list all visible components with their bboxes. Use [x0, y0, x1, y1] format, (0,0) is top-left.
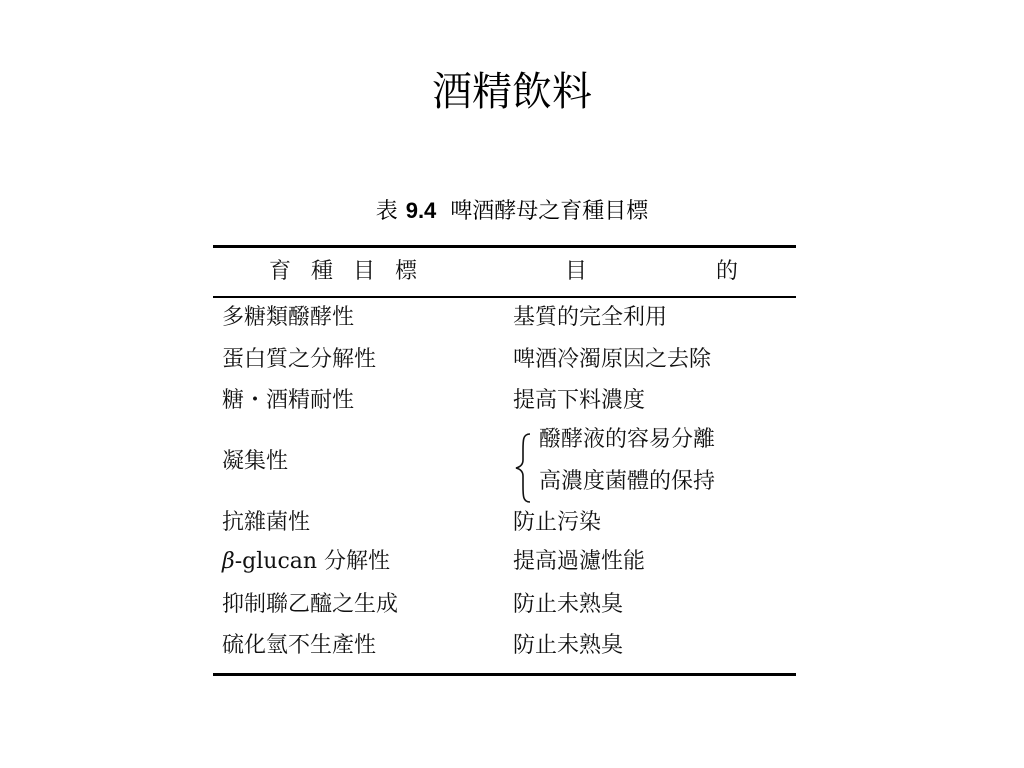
row-purpose: 基質的完全利用: [513, 305, 668, 330]
row-goal: 凝集性: [222, 449, 289, 474]
table-caption: [0, 196, 1024, 227]
row-goal: 多糖類醱酵性: [222, 305, 355, 330]
row-purpose: 防止未熟臭: [513, 633, 624, 658]
header-purpose-right: 的: [716, 259, 739, 284]
row-goal: 抗雜菌性: [222, 510, 311, 535]
caption-text: 啤酒酵母之育種目標: [450, 199, 649, 224]
row-purpose: 提高下料濃度: [513, 388, 646, 413]
header-goal: 育種目標: [269, 259, 438, 284]
glucan-text: -glucan: [234, 549, 318, 574]
row-purpose: 提高過濾性能: [513, 549, 646, 574]
row-goal: 硫化氫不生產性: [222, 633, 377, 658]
curly-brace-icon: [513, 432, 535, 504]
purpose-line: 醱酵液的容易分離: [539, 427, 716, 452]
table-header: [213, 248, 796, 296]
table-header-rule: [213, 296, 796, 298]
row-purpose: 啤酒冷濁原因之去除: [513, 347, 712, 372]
caption-prefix: 表: [375, 199, 398, 224]
purpose-brace-group: [513, 426, 793, 510]
caption-number: 9.4: [405, 198, 437, 223]
purpose-line: 高濃度菌體的保持: [539, 469, 716, 494]
row-goal: 糖・酒精耐性: [222, 388, 355, 413]
beta-symbol: β: [222, 549, 235, 574]
header-purpose-left: 目: [565, 259, 588, 284]
row-purpose: 防止污染: [513, 510, 602, 535]
row-goal: [222, 548, 390, 576]
breeding-goals-table: [213, 245, 796, 658]
table-bottom-rule: [213, 673, 796, 676]
row-goal: 抑制聯乙醯之生成: [222, 592, 399, 617]
row-purpose: 防止未熟臭: [513, 592, 624, 617]
goal-suffix: 分解性: [324, 549, 391, 574]
row-goal: 蛋白質之分解性: [222, 347, 377, 372]
page-title: 酒精飲料: [432, 69, 592, 115]
